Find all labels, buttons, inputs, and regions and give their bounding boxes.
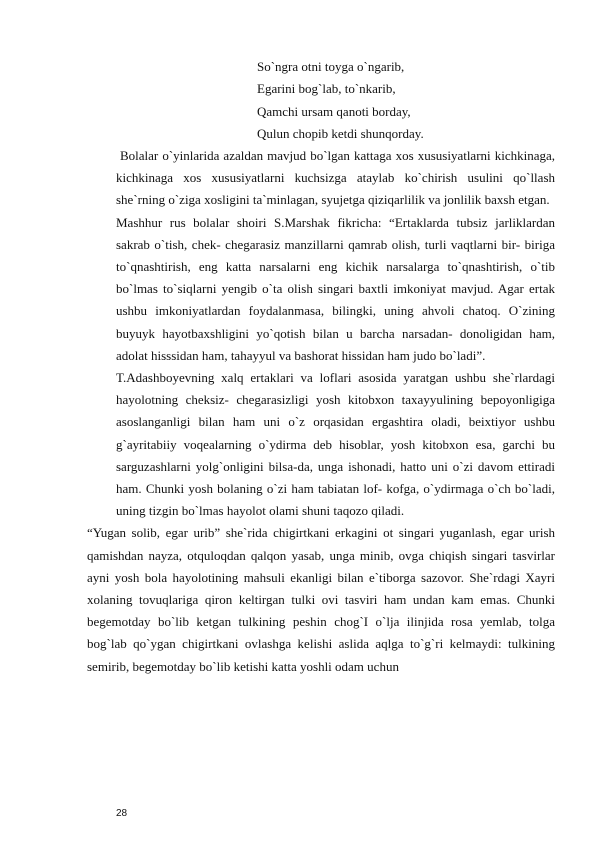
paragraph-2: Mashhur rus bolalar shoiri S.Marshak fikricha: “Ertaklarda tubsiz jarliklardan sakrab o`tish, chek- chegarasiz manzillarni qamrab olish, turli vaqtlarni bir- biriga to`qnashtirish, eng katta narsalarni eng kichik narsalarga to`qnashtirish, o`tib bo`lmas to`siqlarni yengib o`ta olish singari baxtli imkoniyat mavjud. Agar ertak ushbu imkoniyatlardan foydalanmasa, bilingki, uning ahvoli chatoq. O`zining buyuyk hayotbaxshligini yo`qotish bilan u barcha narsadan- donoligidan ham, adolat hisssidan ham, tahayyul va bashorat hissidan ham judo bo`ladi”. [116, 214, 555, 363]
poem-line: Qulun chopib ketdi shunqorday. [257, 125, 424, 141]
poem-stanza [257, 56, 424, 145]
paragraph-4: “Yugan solib, egar urib” she`rida chigirtkani erkagini ot singari yuganlash, egar urish qamishdan nayza, otquloqdan qalqon yasab, unga minib, ovga chiqish singari tasvirlar ayni yosh bola hayolotining mahsuli ekanligi bilan e`tiborga sazovor. She`rdagi Xayri xolaning tovuqlariga qiron keltirgan tulki ovi tasviri ham undan kam emas. Chunki begemotday bo`lib ketgan tulkining peshin chog`I o`lja ilinjida rosa yemlab, tolga bog`lab qo`ygan chigirtkani ovlashga kelishi aslida aqlga to`g`ri kelmaydi: tulkining semirib, begemotday bo`lib ketishi katta yoshli odam uchun [87, 525, 555, 674]
body-text [87, 145, 555, 678]
paragraph-1: Bolalar o`yinlarida azaldan mavjud bo`lgan kattaga xos xususiyatlarni kichkinaga, kichkinaga xos xususiyatlarni kuchsizga ataylab ko`chirish usulini qo`llash she`rning o`ziga xosligini ta`minlagan, syujetga qiziqarlilik va jonlilik baxsh etgan. [116, 148, 555, 208]
poem-line: Egarini bog`lab, to`nkarib, [257, 81, 396, 97]
poem-line: Qamchi ursam qanoti borday, [257, 103, 411, 119]
paragraph-3: T.Adashboyevning xalq ertaklari va loflari asosida yaratgan ushbu she`rlardagi hayolotning cheksiz- chegarasizligi yosh kitobxon taxayyulining bepoyonligiga asoslanganligi bilan ham uni o`z orqasidan ergashtira oladi, beixtiyor ushbu g`ayritabiiy voqealarning o`ydirma deb hisoblar, yosh kitobxon esa, garchi bu sarguzashlarni yolg`onligini bilsa-da, unga ishonadi, hatto uni o`zi davom ettiradi ham. Chunki yosh bolaning o`zi ham tabiatan lof- kofga, o`ydirmaga o`ch bo`ladi, uning tizgin bo`lmas hayolot olami shuni taqozo qiladi. [116, 370, 555, 519]
poem-line: So`ngra otni toyga o`ngarib, [257, 59, 405, 74]
page-number: 28 [116, 808, 128, 819]
